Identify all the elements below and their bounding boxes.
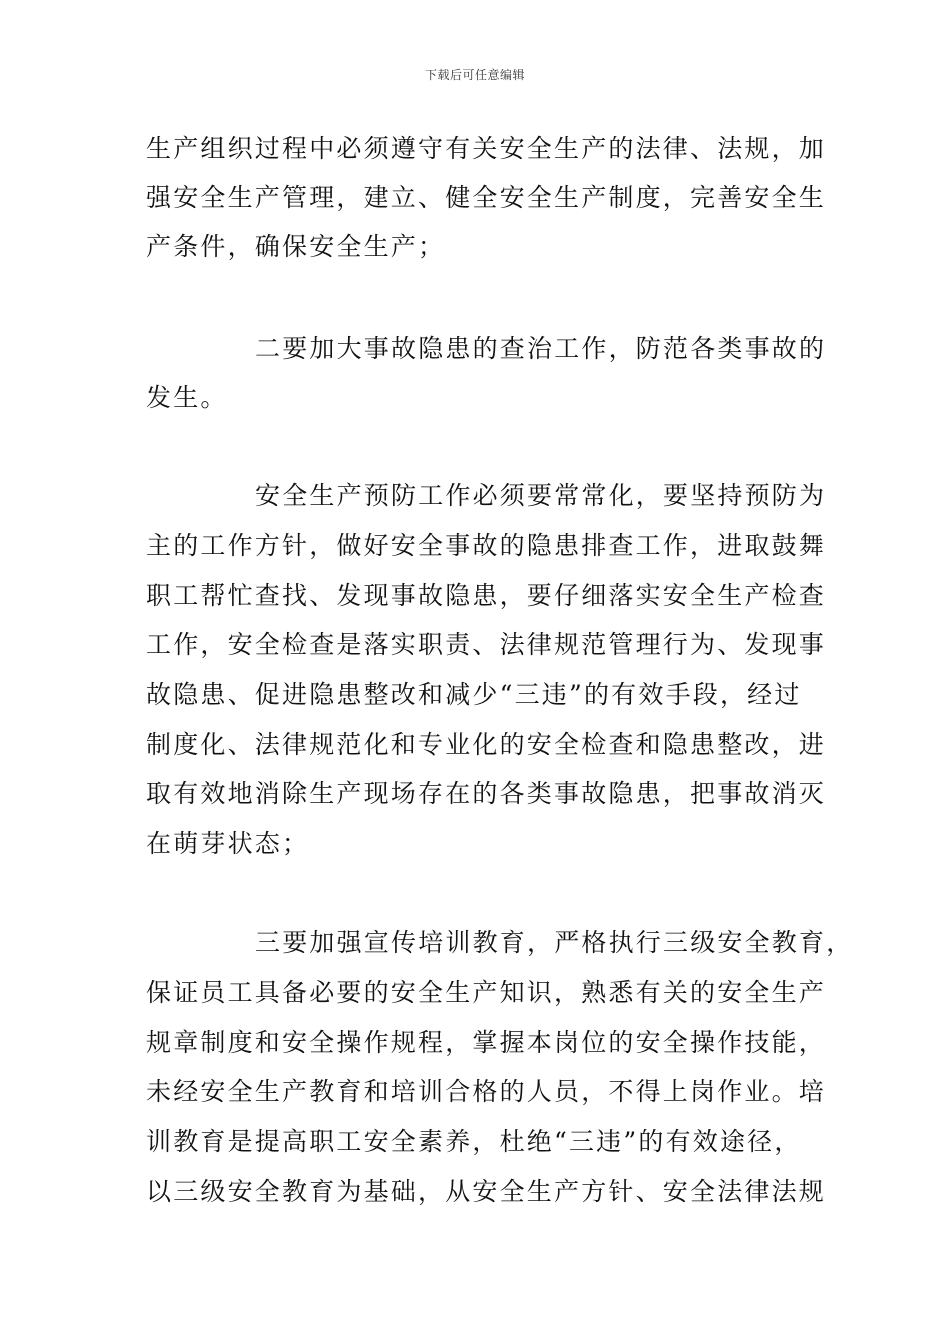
- page-header: 下载后可任意编辑: [424, 68, 525, 82]
- paragraph-2-line-2: 发生。: [146, 383, 228, 412]
- paragraph-4-line-1: 三要加强宣传培训教育，严格执行三级安全教育，: [255, 928, 854, 957]
- paragraph-3-line-8: 在萌芽状态；: [146, 829, 310, 858]
- paragraph-4-line-5: 训教育是提高职工安全素养，杜绝“三违”的有效途径，: [146, 1127, 802, 1156]
- paragraph-1-line-1: 生产组织过程中必须遵守有关安全生产的法律、法规，加: [146, 134, 827, 163]
- paragraph-3-line-6: 制度化、法律规范化和专业化的安全检查和隐患整改，进: [146, 730, 827, 759]
- paragraph-2-line-1: 二要加大事故隐患的查治工作，防范各类事故的: [255, 334, 827, 363]
- paragraph-3-line-2: 主的工作方针，做好安全事故的隐患排查工作，进取鼓舞: [146, 531, 827, 560]
- paragraph-4-line-3: 规章制度和安全操作规程，掌握本岗位的安全操作技能，: [146, 1028, 827, 1057]
- paragraph-1-line-2: 强安全生产管理，建立、健全安全生产制度，完善安全生: [146, 183, 827, 212]
- paragraph-4-line-6: 以三级安全教育为基础，从安全生产方针、安全法律法规: [146, 1177, 827, 1206]
- paragraph-3-line-3: 职工帮忙查找、发现事故隐患，要仔细落实安全生产检查: [146, 581, 827, 610]
- paragraph-4-line-2: 保证员工具备必要的安全生产知识，熟悉有关的安全生产: [146, 978, 827, 1007]
- paragraph-4-line-4: 未经安全生产教育和培训合格的人员，不得上岗作业。培: [146, 1077, 827, 1106]
- paragraph-3-line-7: 取有效地消除生产现场存在的各类事故隐患，把事故消灭: [146, 779, 827, 808]
- paragraph-3-line-5: 故隐患、促进隐患整改和减少“三违”的有效手段，经过: [146, 680, 802, 709]
- paragraph-1-line-3: 产条件，确保安全生产；: [146, 232, 446, 261]
- paragraph-3-line-1: 安全生产预防工作必须要常常化，要坚持预防为: [255, 481, 827, 510]
- paragraph-3-line-4: 工作，安全检查是落实职责、法律规范管理行为、发现事: [146, 630, 827, 659]
